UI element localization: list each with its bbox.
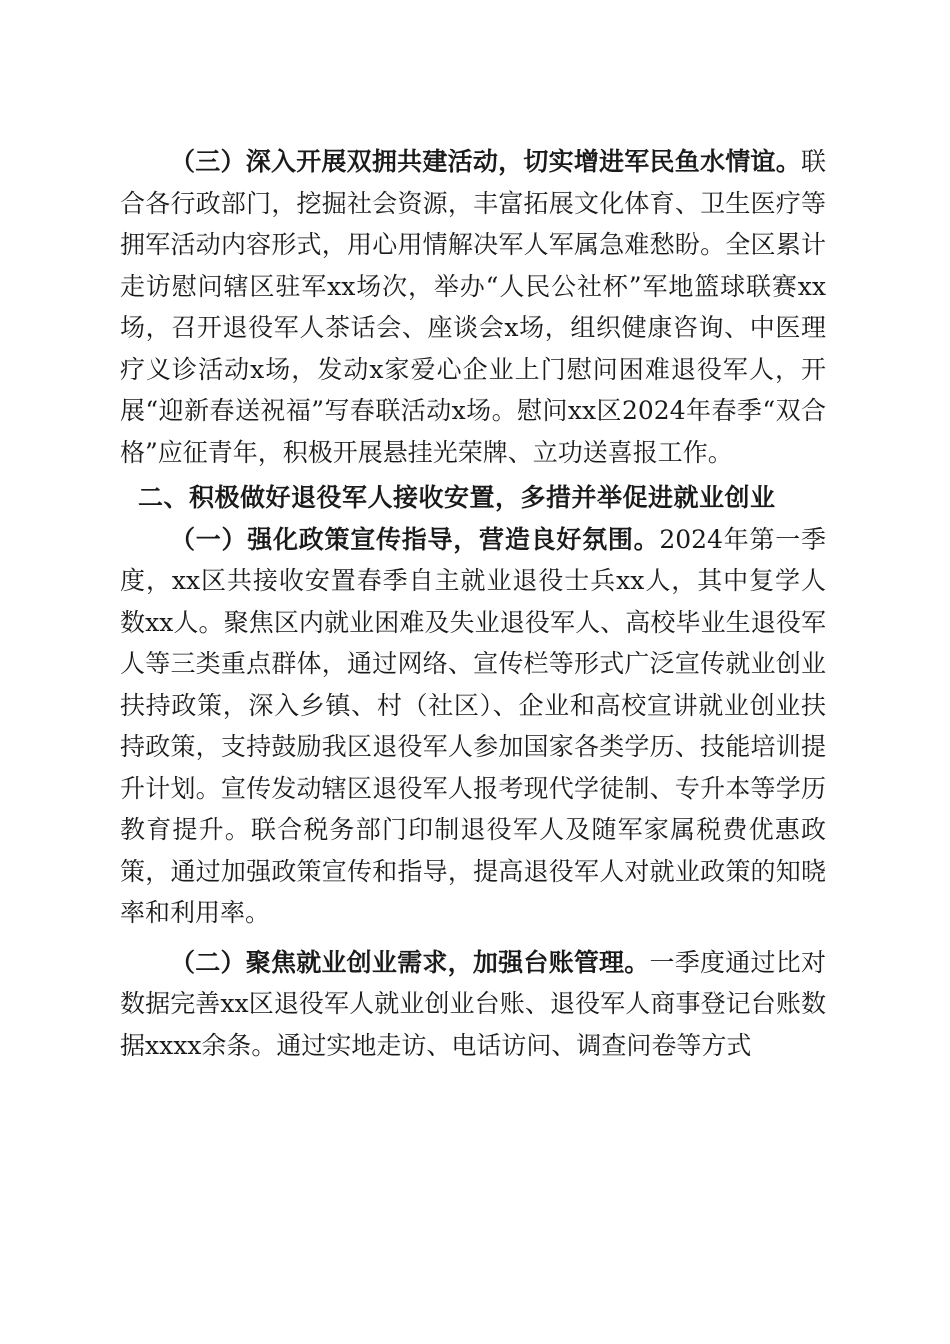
paragraph-lead: （三）深入开展双拥共建活动，切实增进军民鱼水情谊。 — [170, 147, 801, 176]
paragraph-subsection-2 — [120, 942, 826, 1067]
paragraph-text: 联合各行政部门，挖掘社会资源，丰富拓展文化体育、卫生医疗等拥军活动内容形式，用心用情解决军人军属急难愁盼。全区累计走访慰问辖区驻军xx场次，举办“人民公社杯”军地篮球联赛xx场，召开退役军人茶话会、座谈会x场，组织健康咨询、中医理疗义诊活动x场，发动x家爱心企业上门慰问困难退役军人，开展“迎新春送祝福”写春联活动x场。慰问xx区2024年春季“双合格”应征青年，积极开展悬挂光荣牌、立功送喜报工作。 — [120, 147, 826, 467]
section-heading: 二、积极做好退役军人接收安置，多措并举促进就业创业 — [138, 483, 776, 512]
paragraph-text: 一季度通过比对数据完善xx区退役军人就业创业台账、退役军人商事登记台账数据xxxx余条。通过实地走访、电话访问、调查问卷等方式 — [120, 947, 826, 1060]
paragraph-subsection-1 — [120, 519, 826, 934]
paragraph-lead: （一）强化政策宣传指导，营造良好氛围。 — [170, 524, 660, 554]
paragraph-section-3 — [120, 141, 826, 473]
document-body — [120, 141, 826, 1066]
paragraph-lead: （二）聚焦就业创业需求，加强台账管理。 — [170, 947, 650, 977]
paragraph-text: 2024年第一季度，xx区共接收安置春季自主就业退役士兵xx人，其中复学人数xx人。聚焦区内就业困难及失业退役军人、高校毕业生退役军人等三类重点群体，通过网络、宣传栏等形式广泛宣传就业创业扶持政策，深入乡镇、村（社区）、企业和高校宣讲就业创业扶持政策，支持鼓励我区退役军人参加国家各类学历、技能培训提升计划。宣传发动辖区退役军人报考现代学徒制、专升本等学历教育提升。联合税务部门印制退役军人及随军家属税费优惠政策，通过加强政策宣传和指导，提高退役军人对就业政策的知晓率和利用率。 — [120, 524, 826, 927]
